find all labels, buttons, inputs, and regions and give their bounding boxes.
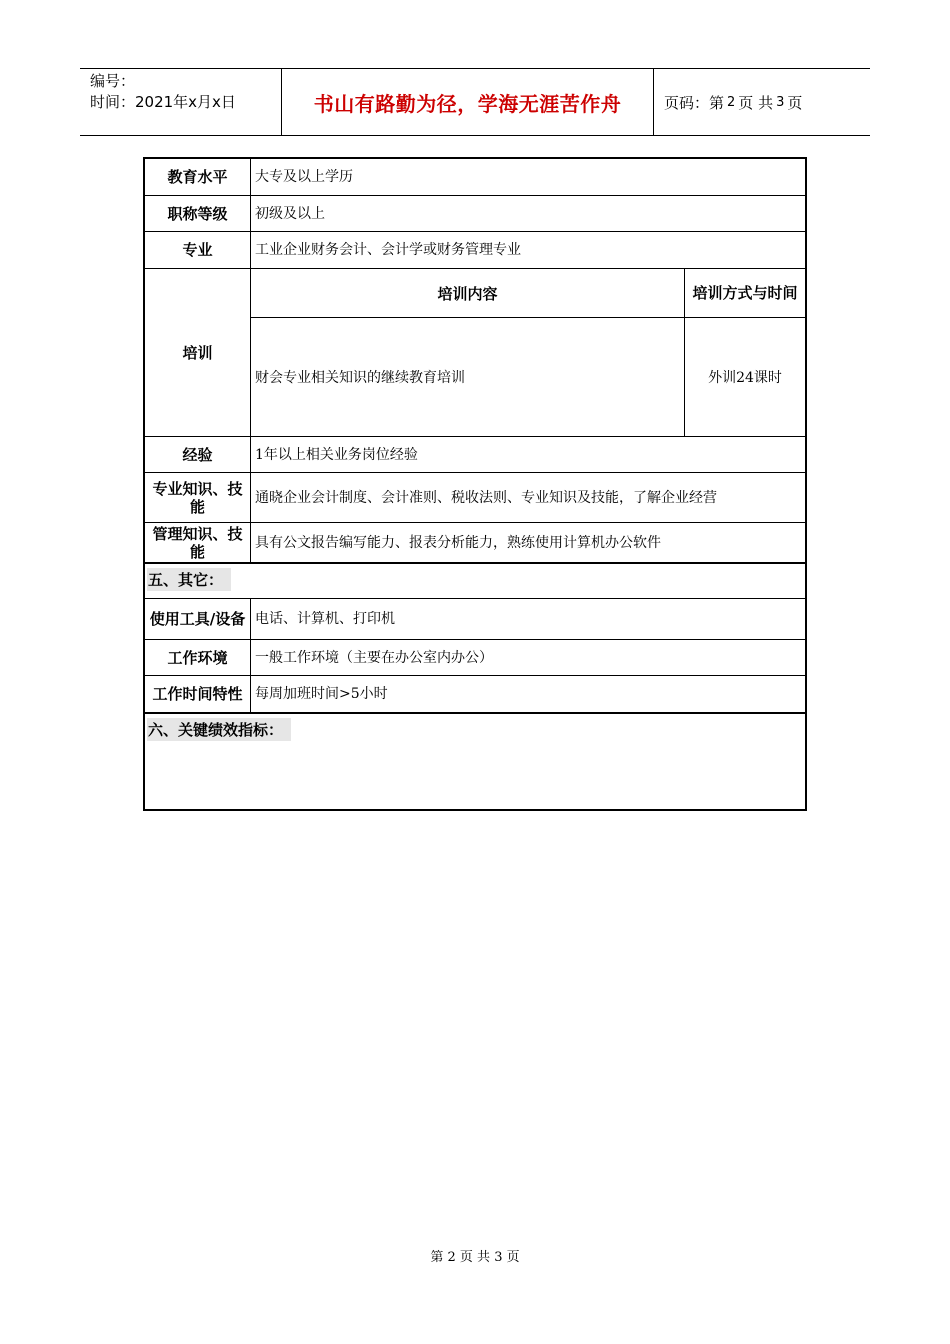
- page-header: [80, 68, 870, 136]
- row-environment: [145, 640, 805, 676]
- section-kpi: [145, 714, 805, 809]
- value-prof-knowledge: 通晓企业会计制度、会计准则、税收法则、专业知识及技能，了解企业经营: [255, 489, 717, 506]
- value-education: 大专及以上学历: [255, 169, 353, 185]
- training-body-row: [251, 318, 805, 436]
- row-education: [145, 159, 805, 196]
- value-mgmt-knowledge: 具有公文报告编写能力、报表分析能力，熟练使用计算机办公软件: [255, 534, 661, 551]
- training-header-row: [251, 269, 805, 318]
- document-time: 时间：2021年x月x日: [90, 93, 236, 111]
- row-tools: [145, 599, 805, 640]
- training-grid: [251, 269, 805, 436]
- value-work-time: 每周加班时间>5小时: [255, 686, 388, 702]
- row-major: [145, 232, 805, 269]
- training-method: 外训24课时: [708, 370, 782, 386]
- value-environment: 一般工作环境（主要在办公室内办公）: [255, 649, 493, 666]
- page-current: 2: [727, 94, 736, 110]
- value-tools: 电话、计算机、打印机: [255, 611, 395, 627]
- job-description-table: [143, 157, 807, 811]
- row-title-level: [145, 196, 805, 232]
- label-prof-knowledge: 专业知识、技能: [145, 473, 251, 522]
- page-prefix: 页码：第: [664, 93, 725, 112]
- training-content: 财会专业相关知识的继续教育培训: [251, 318, 685, 436]
- label-experience: 经验: [145, 437, 251, 472]
- page-total: 3: [776, 94, 785, 110]
- row-experience: [145, 437, 805, 473]
- row-mgmt-knowledge: [145, 523, 805, 564]
- header-motto: 书山有路勤为径，学海无涯苦作舟: [282, 69, 654, 135]
- training-method-header: 培训方式与时间: [692, 284, 798, 302]
- page-footer: 第 2 页 共 3 页: [430, 1250, 520, 1265]
- page-suffix: 页: [787, 93, 803, 112]
- header-page-info: [654, 69, 870, 135]
- label-title-level: 职称等级: [145, 196, 251, 231]
- label-education: 教育水平: [145, 159, 251, 195]
- row-work-time: [145, 676, 805, 714]
- section-other: [145, 564, 805, 599]
- header-meta: [80, 69, 282, 135]
- training-content-header: 培训内容: [251, 269, 685, 317]
- label-environment: 工作环境: [145, 640, 251, 675]
- row-training: [145, 269, 805, 437]
- label-work-time: 工作时间特性: [145, 676, 251, 712]
- value-experience: 1年以上相关业务岗位经验: [255, 446, 418, 463]
- section-kpi-title: 六、关键绩效指标：: [147, 718, 291, 741]
- page-middle: 页 共: [738, 93, 774, 112]
- label-mgmt-knowledge: 管理知识、技能: [145, 523, 251, 562]
- value-title-level: 初级及以上: [255, 205, 325, 222]
- value-major: 工业企业财务会计、会计学或财务管理专业: [255, 242, 521, 258]
- document-number: 编号：: [90, 72, 136, 90]
- row-prof-knowledge: [145, 473, 805, 523]
- label-training: 培训: [145, 269, 251, 436]
- label-tools: 使用工具/设备: [145, 599, 251, 639]
- section-other-title: 五、其它：: [147, 568, 231, 591]
- label-major: 专业: [145, 232, 251, 268]
